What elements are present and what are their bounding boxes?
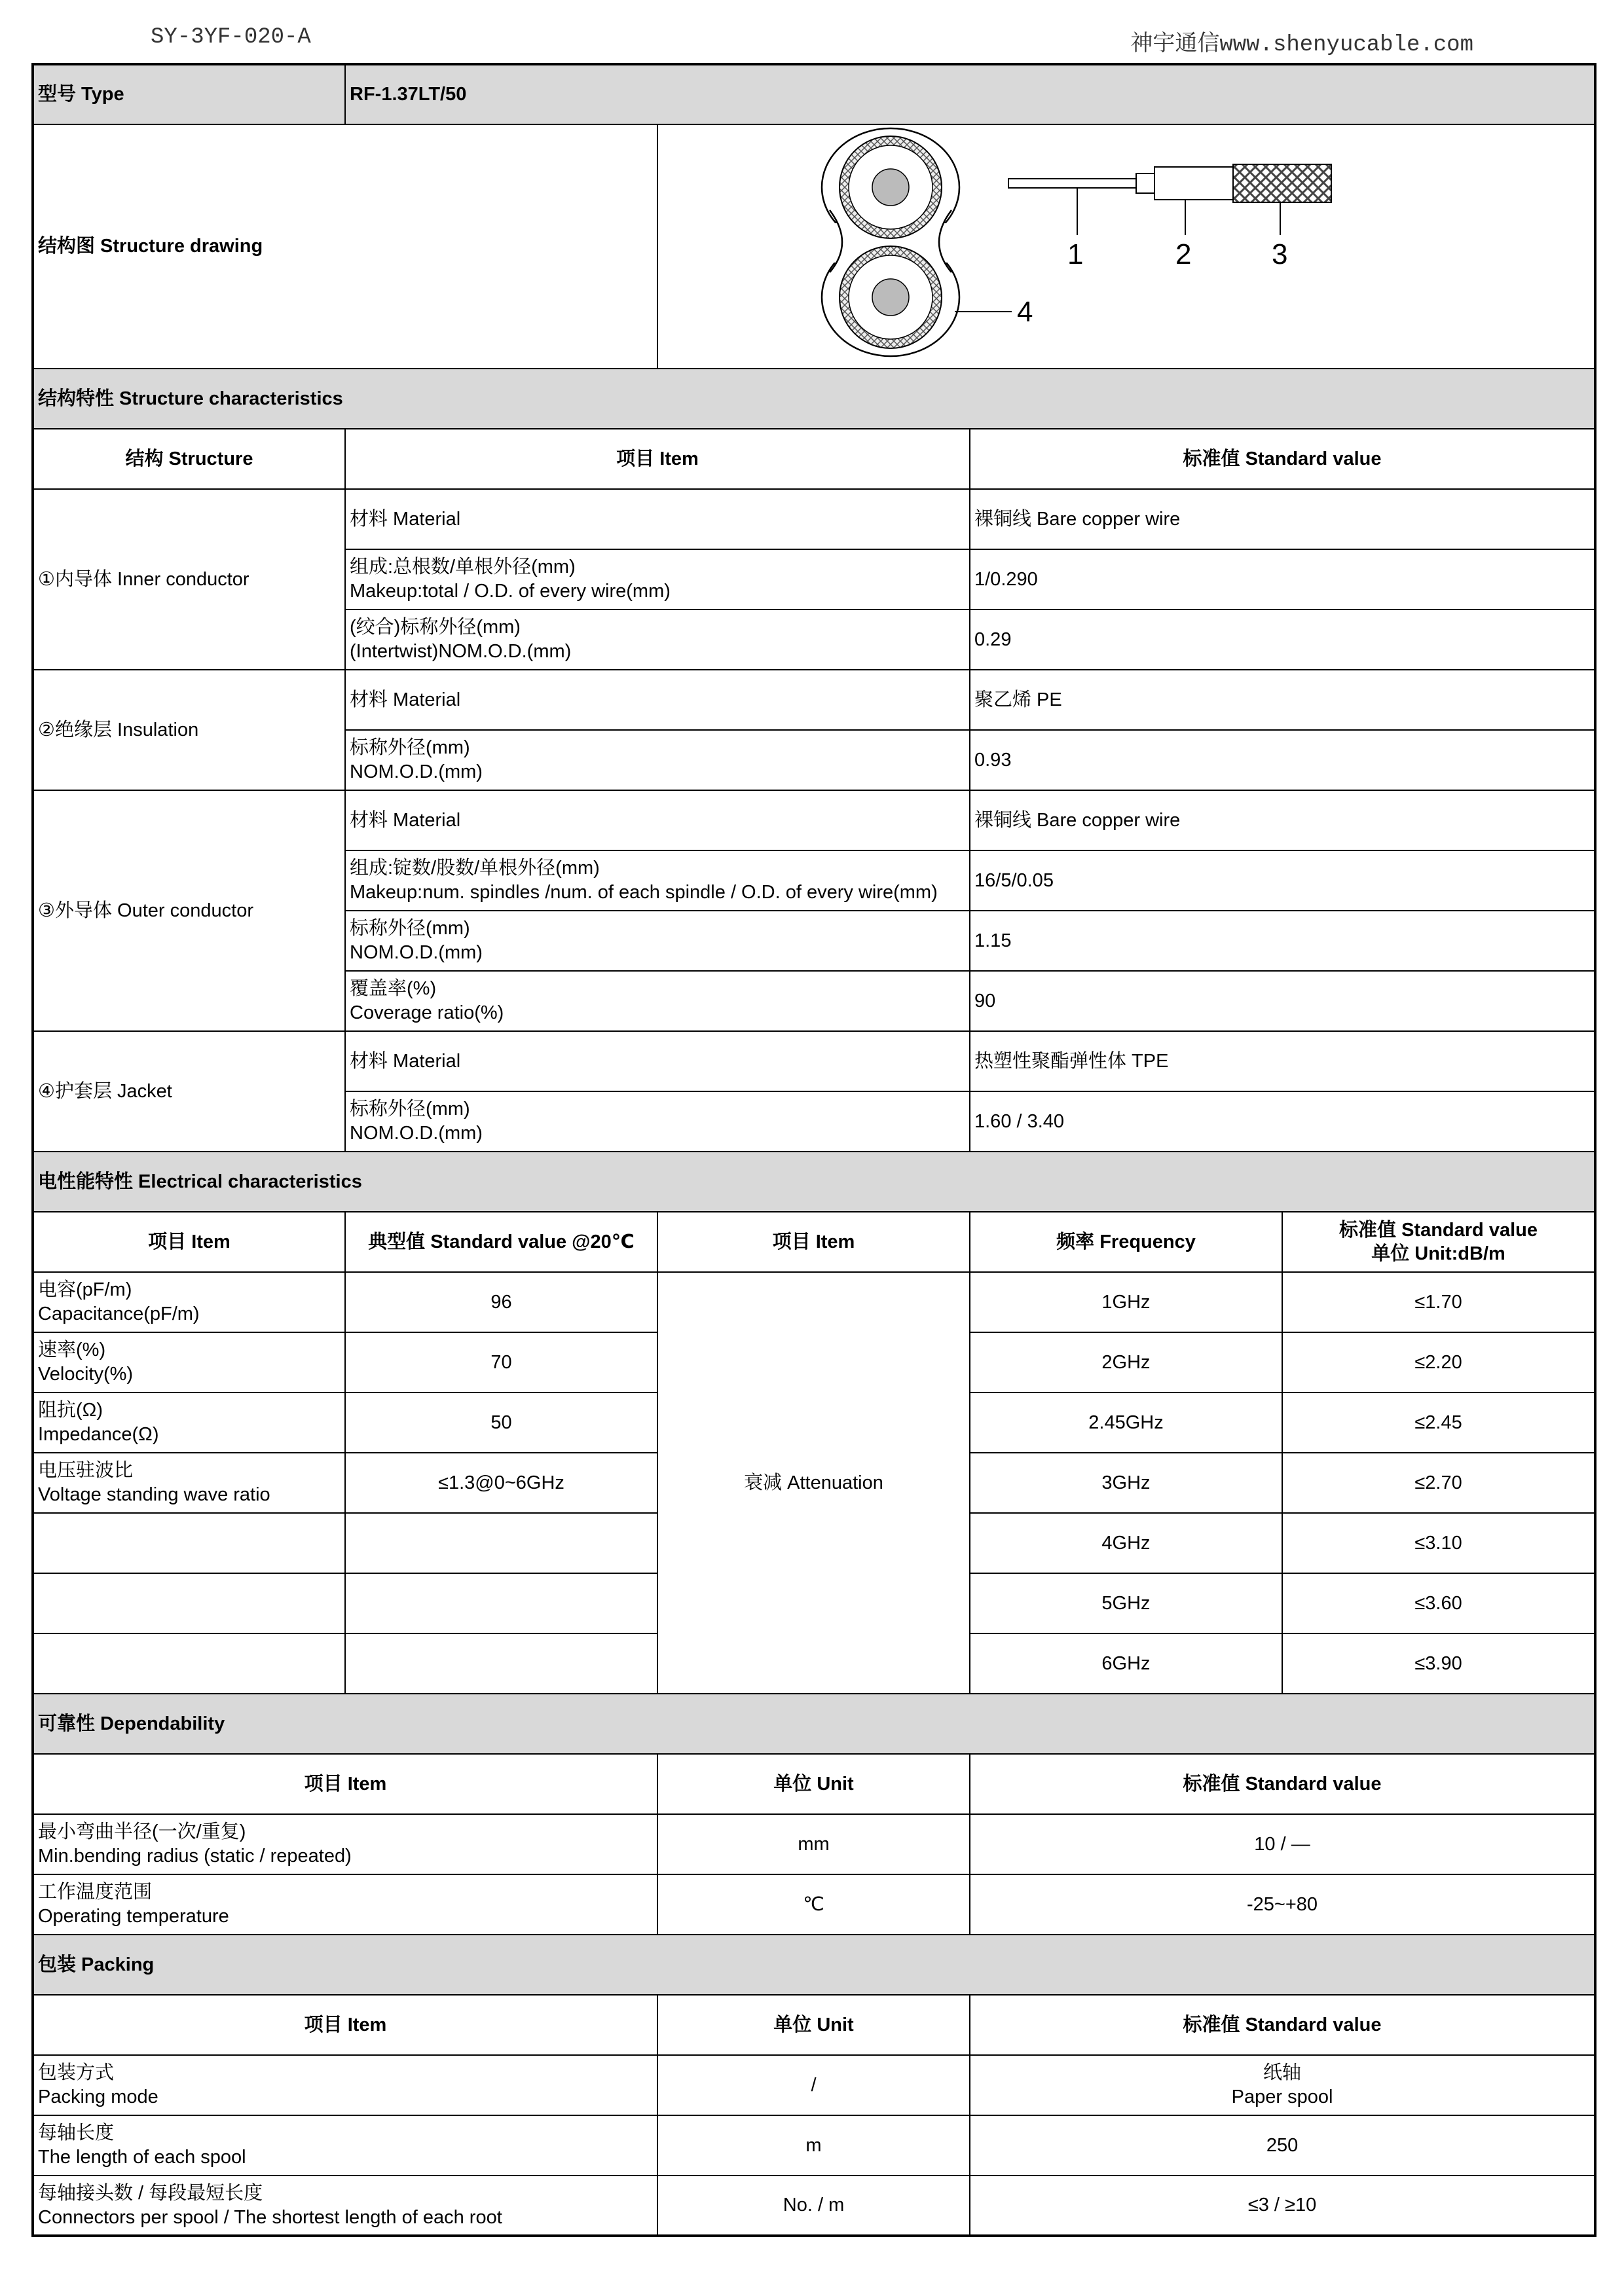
structure-item-line: Makeup:total / O.D. of every wire(mm)	[350, 581, 671, 602]
electrical-item-line: 速率(%)	[38, 1339, 106, 1360]
electrical-item	[33, 1332, 345, 1393]
attenuation-frequency: 1GHz	[970, 1272, 1282, 1332]
electrical-item-line: Velocity(%)	[38, 1364, 134, 1385]
spec-sheet-table	[31, 63, 1596, 2237]
packing-item-line: 包装方式	[38, 2062, 115, 2083]
structure-item-line: 组成:锭数/股数/单根外径(mm)	[350, 858, 600, 879]
packing-item	[33, 2055, 657, 2115]
structure-item	[345, 1091, 970, 1152]
structure-value: 0.93	[970, 730, 1595, 790]
electrical-item-line: 电压驻波比	[38, 1460, 134, 1481]
structure-row	[33, 790, 1595, 850]
structure-header-row	[33, 429, 1595, 489]
electrical-item-line: 电容(pF/m)	[38, 1279, 132, 1300]
dependability-row	[33, 1814, 1595, 1874]
structure-item-line: (Intertwist)NOM.O.D.(mm)	[350, 641, 572, 662]
structure-item	[345, 911, 970, 971]
attenuation-frequency: 6GHz	[970, 1633, 1282, 1694]
attenuation-frequency: 5GHz	[970, 1573, 1282, 1633]
packing-item-line: The length of each spool	[38, 2147, 246, 2168]
structure-item	[345, 489, 970, 549]
structure-item-line: 标称外径(mm)	[350, 737, 470, 758]
structure-value: 热塑性聚酯弹性体 TPE	[970, 1031, 1595, 1091]
packing-item-line: 每轴接头数 / 每段最短长度	[38, 2182, 263, 2204]
structure-item-line: Coverage ratio(%)	[350, 1002, 504, 1023]
packing-unit: /	[657, 2055, 970, 2115]
header-standard-value: 标准值 Standard value	[970, 429, 1595, 489]
electrical-typical-value: 96	[345, 1272, 657, 1332]
packing-value-line: 250	[1266, 2134, 1299, 2156]
electrical-item	[33, 1272, 345, 1332]
callout-3: 3	[1272, 238, 1288, 270]
electrical-typical-value	[345, 1573, 657, 1633]
dependability-item-line: 工作温度范围	[38, 1882, 153, 1903]
packing-section-title-row	[33, 1935, 1595, 1995]
header-frequency: 频率 Frequency	[970, 1212, 1282, 1272]
structure-value: 1.15	[970, 911, 1595, 971]
packing-row	[33, 2055, 1595, 2115]
header-standard-value: 标准值 Standard value	[970, 1995, 1595, 2055]
structure-row	[33, 489, 1595, 549]
callout-1: 1	[1067, 238, 1084, 270]
electrical-item	[33, 1633, 345, 1694]
structure-item-line: NOM.O.D.(mm)	[350, 761, 483, 782]
packing-item	[33, 2176, 657, 2236]
structure-item-line: 覆盖率(%)	[350, 978, 437, 999]
attenuation-frequency: 2.45GHz	[970, 1393, 1282, 1453]
structure-value: 裸铜线 Bare copper wire	[970, 489, 1595, 549]
structure-item	[345, 850, 970, 911]
structure-item-line: NOM.O.D.(mm)	[350, 942, 483, 963]
cross-section	[822, 128, 959, 356]
structure-row	[33, 670, 1595, 730]
dependability-item	[33, 1874, 657, 1935]
packing-unit: m	[657, 2115, 970, 2176]
packing-item-line: Connectors per spool / The shortest length of each root	[38, 2206, 502, 2228]
attenuation-value: ≤2.70	[1282, 1453, 1595, 1513]
header-item: 项目 Item	[657, 1212, 970, 1272]
structure-drawing-cell	[657, 124, 1595, 369]
electrical-item	[33, 1513, 345, 1573]
header-structure: 结构 Structure	[33, 429, 345, 489]
attenuation-value: ≤3.10	[1282, 1513, 1595, 1573]
packing-unit: No. / m	[657, 2176, 970, 2236]
packing-value-line: ≤3 / ≥10	[1247, 2195, 1317, 2215]
structure-item-line: 材料 Material	[350, 508, 461, 530]
drawing-label: 结构图 Structure drawing	[33, 124, 657, 369]
structure-item	[345, 1031, 970, 1091]
electrical-typical-value: 70	[345, 1332, 657, 1393]
attenuation-label: 衰减 Attenuation	[657, 1272, 970, 1694]
dependability-item	[33, 1814, 657, 1874]
structure-item	[345, 610, 970, 670]
structure-item-line: (绞合)标称外径(mm)	[350, 617, 521, 638]
structure-item	[345, 670, 970, 730]
structure-value: 1.60 / 3.40	[970, 1091, 1595, 1152]
electrical-typical-value	[345, 1513, 657, 1573]
header-unit: 单位 Unit	[657, 1995, 970, 2055]
structure-item-line: 材料 Material	[350, 809, 461, 831]
structure-group-name: ④护套层 Jacket	[33, 1031, 345, 1152]
attenuation-value: ≤2.20	[1282, 1332, 1595, 1393]
packing-item-line: Packing mode	[38, 2086, 158, 2107]
dependability-row	[33, 1874, 1595, 1935]
electrical-item-line: Capacitance(pF/m)	[38, 1303, 200, 1324]
structure-value: 16/5/0.05	[970, 850, 1595, 911]
packing-value	[970, 2115, 1595, 2176]
dependability-unit: ℃	[657, 1874, 970, 1935]
dependability-value	[970, 1874, 1595, 1935]
electrical-item-line: Impedance(Ω)	[38, 1424, 159, 1445]
company-name: 神宇通信www.shenyucable.com	[1130, 33, 1473, 58]
electrical-item	[33, 1453, 345, 1513]
structure-item-line: Makeup:num. spindles /num. of each spindle / O.D. of every wire(mm)	[350, 882, 938, 903]
dependability-value-line: -25~+80	[1247, 1893, 1318, 1915]
structure-value: 聚乙烯 PE	[970, 670, 1595, 730]
dependability-unit: mm	[657, 1814, 970, 1874]
header-standard-value-unit-line: 单位 Unit:dB/m	[1371, 1243, 1505, 1264]
structure-item	[345, 790, 970, 850]
structure-value: 90	[970, 971, 1595, 1031]
document-code: SY-3YF-020-A	[151, 25, 311, 50]
header-typical-value: 典型值 Standard value @20℃	[345, 1212, 657, 1272]
electrical-row	[33, 1272, 1595, 1332]
header-unit: 单位 Unit	[657, 1754, 970, 1814]
attenuation-value: ≤2.45	[1282, 1393, 1595, 1453]
dependability-value	[970, 1814, 1595, 1874]
structure-item-line: 标称外径(mm)	[350, 1099, 470, 1120]
structure-group-name: ③外导体 Outer conductor	[33, 790, 345, 1031]
dependability-section-title-row	[33, 1694, 1595, 1754]
electrical-item	[33, 1573, 345, 1633]
structure-row	[33, 1031, 1595, 1091]
packing-row	[33, 2176, 1595, 2236]
dependability-value-line: 10 / —	[1254, 1833, 1310, 1855]
dependability-item-line: Operating temperature	[38, 1906, 229, 1927]
structure-item-line: NOM.O.D.(mm)	[350, 1123, 483, 1144]
header-item: 项目 Item	[33, 1754, 657, 1814]
structure-item-line: 材料 Material	[350, 1050, 461, 1072]
dependability-item-line: 最小弯曲半径(一次/重复)	[38, 1821, 246, 1842]
attenuation-frequency: 2GHz	[970, 1332, 1282, 1393]
header-standard-value: 标准值 Standard value	[970, 1754, 1595, 1814]
attenuation-value: ≤3.60	[1282, 1573, 1595, 1633]
electrical-typical-value: ≤1.3@0~6GHz	[345, 1453, 657, 1513]
header-item: 项目 Item	[33, 1995, 657, 2055]
structure-item	[345, 549, 970, 610]
structure-item-line: 标称外径(mm)	[350, 918, 470, 939]
structure-section-title: 结构特性 Structure characteristics	[33, 369, 1595, 429]
structure-item-line: 材料 Material	[350, 689, 461, 710]
header-standard-value-unit-line: 标准值 Standard value	[1339, 1220, 1538, 1241]
packing-header-row	[33, 1995, 1595, 2055]
electrical-typical-value	[345, 1633, 657, 1694]
attenuation-frequency: 3GHz	[970, 1453, 1282, 1513]
electrical-section-title: 电性能特性 Electrical characteristics	[33, 1152, 1595, 1212]
structure-item	[345, 730, 970, 790]
electrical-typical-value: 50	[345, 1393, 657, 1453]
structure-value: 1/0.290	[970, 549, 1595, 610]
packing-value-line: 纸轴	[1263, 2062, 1302, 2083]
callout-4: 4	[1017, 296, 1033, 328]
structure-group-name: ②绝缘层 Insulation	[33, 670, 345, 790]
packing-value	[970, 2055, 1595, 2115]
electrical-item-line: Voltage standing wave ratio	[38, 1484, 270, 1505]
side-view	[1008, 164, 1331, 202]
cable-structure-drawing	[658, 125, 1595, 361]
dependability-header-row	[33, 1754, 1595, 1814]
packing-value	[970, 2176, 1595, 2236]
header-standard-value-unit	[1282, 1212, 1595, 1272]
electrical-item	[33, 1393, 345, 1453]
attenuation-value: ≤3.90	[1282, 1633, 1595, 1694]
header-item: 项目 Item	[33, 1212, 345, 1272]
header-item: 项目 Item	[345, 429, 970, 489]
dependability-item-line: Min.bending radius (static / repeated)	[38, 1846, 352, 1867]
attenuation-value: ≤1.70	[1282, 1272, 1595, 1332]
electrical-section-title-row	[33, 1152, 1595, 1212]
packing-value-line: Paper spool	[1231, 2086, 1333, 2107]
structure-section-title-row	[33, 369, 1595, 429]
callout-2: 2	[1175, 238, 1192, 270]
type-label: 型号 Type	[33, 64, 345, 124]
type-value: RF-1.37LT/50	[345, 64, 1595, 124]
structure-item-line: 组成:总根数/单根外径(mm)	[350, 556, 576, 577]
packing-section-title: 包装 Packing	[33, 1935, 1595, 1995]
dependability-section-title: 可靠性 Dependability	[33, 1694, 1595, 1754]
drawing-row	[33, 124, 1595, 369]
packing-item-line: 每轴长度	[38, 2123, 115, 2143]
attenuation-frequency: 4GHz	[970, 1513, 1282, 1573]
electrical-header-row	[33, 1212, 1595, 1272]
structure-value: 0.29	[970, 610, 1595, 670]
type-row	[33, 64, 1595, 124]
structure-value: 裸铜线 Bare copper wire	[970, 790, 1595, 850]
packing-item	[33, 2115, 657, 2176]
electrical-item-line: 阻抗(Ω)	[38, 1400, 103, 1421]
structure-item	[345, 971, 970, 1031]
structure-group-name: ①内导体 Inner conductor	[33, 489, 345, 670]
packing-row	[33, 2115, 1595, 2176]
